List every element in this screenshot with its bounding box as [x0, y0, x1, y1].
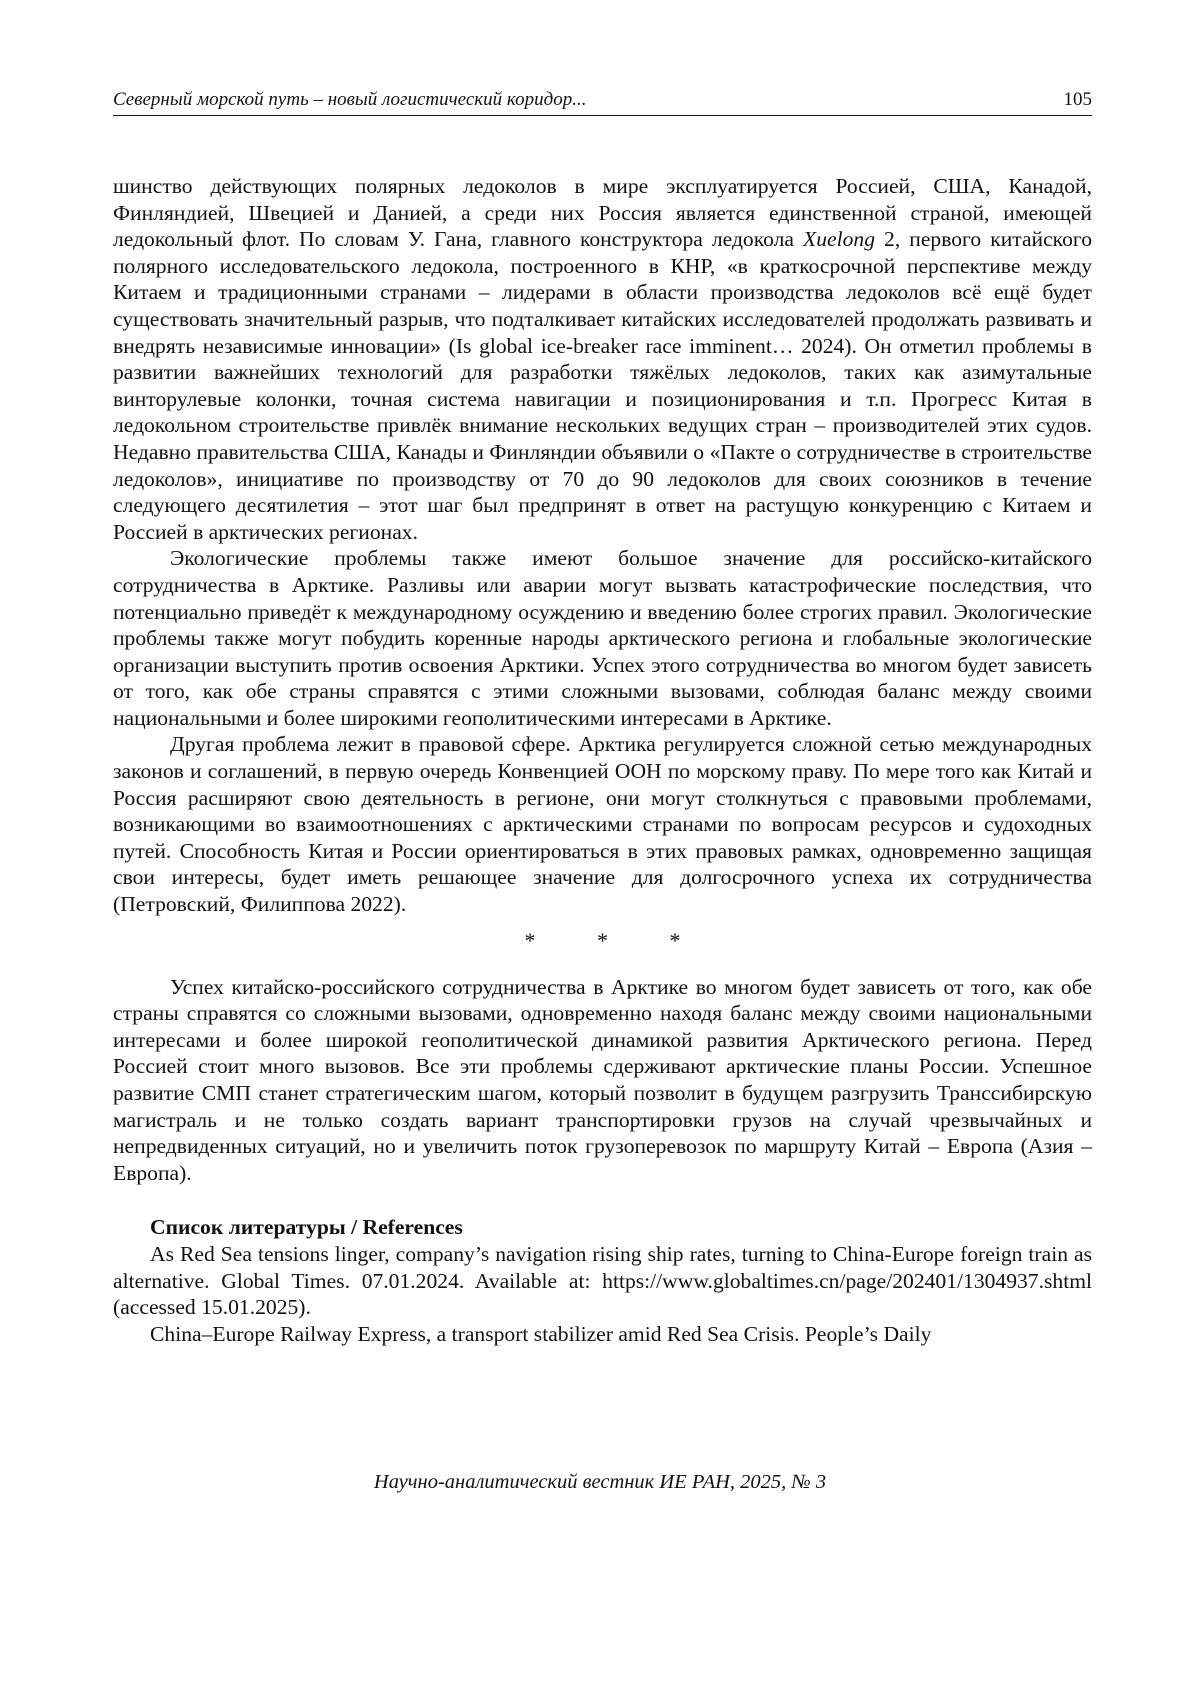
paragraph-1-part-2: 2, первого китайского полярного исследовательского ледокола, построенного в КНР, «в краткосрочной перспективе между Китаем и традиционными странами – лидерами в области производства ледоколов всё ещё будет существовать значительный разрыв, что подталкивает китайских исследователей продолжать развивать и внедрять независимые инновации» (Is global ice-breaker race imminent… 2024). Он отметил проблемы в развитии важнейших технологий для разработки тяжёлых ледоколов, таких как азимутальные винторулевые колонки, точная система навигации и позиционирования и т.п. Прогресс Китая в ледокольном строительстве привлёк внимание нескольких ведущих стран – производителей этих судов. Недавно правительства США, Канады и Финляндии объявили о «Пакте о сотрудничестве в строительстве ледоколов», инициативе по производству от 70 до 90 ледоколов для своих союзников в течение следующего десятилетия – этот шаг был предпринят в ответ на растущую конкуренцию с Китаем и Россией в арктических регионах.	[113, 227, 1092, 544]
reference-text: As Red Sea tensions linger, company’s navigation rising ship rates, turning to China-Europe foreign train as alternative. Global Times. 07.01.2024. Available at:	[113, 1241, 1092, 1293]
article-body	[113, 173, 1092, 1347]
paragraph-2: Экологические проблемы также имеют большое значение для российско-китайского сотрудничества в Арктике. Разливы или аварии могут вызвать катастрофические последствия, что потенциально приведёт к международному осуждению и введению более строгих правил. Экологические проблемы также могут побудить коренные народы арктического региона и глобальные экологические организации выступить против освоения Арктики. Успех этого сотрудничества во многом будет зависеть от того, как обе страны справятся с этими сложными вызовами, соблюдая баланс между своими национальными и более широкими геополитическими интересами в Арктике.	[113, 546, 1092, 730]
reference-entry-2	[113, 1321, 1092, 1348]
reference-url[interactable]: https://www.globaltimes.cn/page/202401/1304937.shtml	[602, 1268, 1092, 1293]
page-header	[113, 86, 1092, 116]
running-title: Северный морской путь – новый логистический коридор...	[113, 89, 587, 110]
section-divider	[113, 928, 1092, 954]
ship-name-italic: Xuelong	[803, 227, 875, 252]
divider-asterisk: *	[669, 927, 681, 953]
reference-text: China–Europe Railway Express, a transport stabilizer amid Red Sea Crisis. People’s Daily	[150, 1321, 932, 1346]
paragraph-3: Другая проблема лежит в правовой сфере. Арктика регулируется сложной сетью международных законов и соглашений, в первую очередь Конвенцией ООН по морскому праву. По мере того как Китай и Россия расширяют свою деятельность в регионе, они могут столкнуться с правовыми проблемами, возникающими во взаимоотношениях с арктическими странами по вопросам ресурсов и судоходных путей. Способность Китая и России ориентироваться в этих правовых рамках, одновременно защищая свои интересы, будет иметь решающее значение для долгосрочного успеха их сотрудничества (Петровский, Филиппова 2022).	[113, 732, 1092, 917]
divider-asterisk: *	[524, 927, 536, 953]
paragraph-1-part-1: шинство действующих полярных ледоколов в мире эксплуатируется Россией, США, Канадой, Финляндией, Швецией и Данией, а среди них Россия является единственной страной, имеющей ледокольный флот. По словам У. Гана, главного конструктора ледокола	[113, 174, 1092, 252]
paragraph-1	[113, 173, 1092, 545]
reference-entry-1	[113, 1241, 1092, 1321]
references-heading: Список литературы / References	[150, 1215, 463, 1240]
page-footer: Научно-аналитический вестник ИЕ РАН, 2025, № 3	[373, 1471, 827, 1493]
divider-asterisk: *	[597, 927, 608, 953]
paragraph-4: Успех китайско-российского сотрудничества в Арктике во многом будет зависеть от того, как обе страны справятся со сложными вызовами, одновременно находя баланс между своими национальными интересами и более широкой геополитической динамикой развития Арктического региона. Перед Россией стоит много вызовов. Все эти проблемы сдерживают арктические планы России. Успешное развитие СМП станет стратегическим шагом, который позволит в будущем разгрузить Транссибирскую магистраль и не только создать вариант транспортировки грузов на случай чрезвычайных и непредвиденных ситуаций, но и увеличить поток грузоперевозок по маршруту Китай – Европа (Азия – Европа).	[113, 974, 1092, 1185]
reference-tail: (accessed 15.01.2025).	[113, 1295, 311, 1320]
page-number: 105	[1063, 89, 1092, 110]
